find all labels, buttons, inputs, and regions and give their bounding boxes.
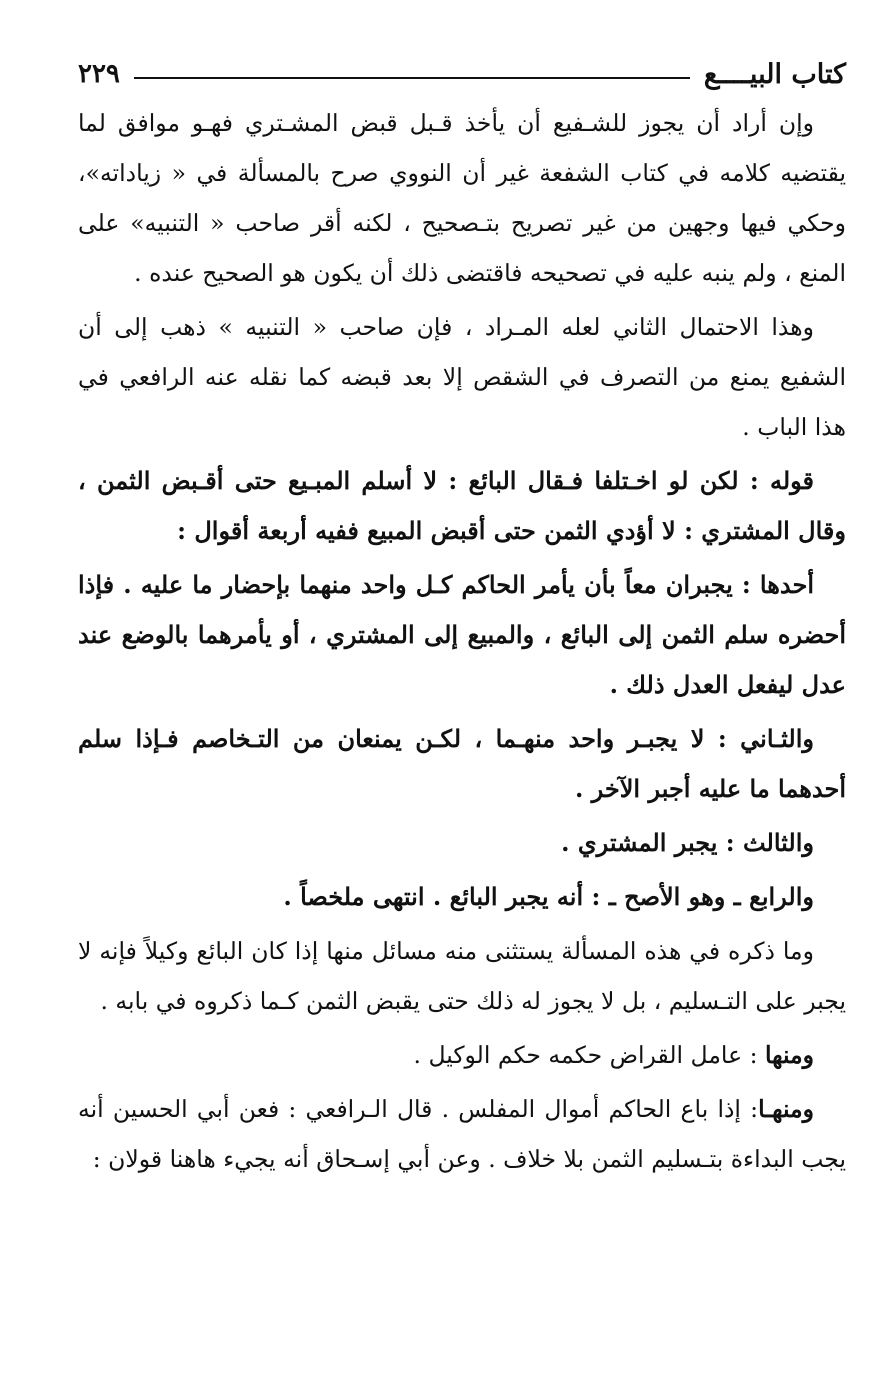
book-page [78,52,846,1184]
running-header [78,52,846,96]
paragraph [78,1030,846,1080]
quoted-text: والثـاني : لا يجبـر واحد منهـما ، لكـن يمنعان من التـخاصم فـإذا سلم أحدهما ما عليه أجبر الآخر . [78,724,846,803]
paragraph [78,1084,846,1184]
paragraph-text: : عامل القراض حكمه حكم الوكيل . [413,1041,765,1069]
paragraph: وهذا الاحتمال الثاني لعله المـراد ، فإن صاحب « التنبيه » ذهب إلى أن الشفيع يمنع من التصرف في الشقص إلا بعد قبضه كما نقله عنه الرافعي في هذا الباب . [78,313,846,441]
quoted-text: والرابع ـ وهو الأصح ـ : أنه يجبر البائع . انتهى ملخصاً . [283,882,814,911]
lead-word: ومنهـا [758,1095,814,1123]
paragraph: وما ذكره في هذه المسألة يستثنى منه مسائل منها إذا كان البائع وكيلاً فإنه لا يجبر على التـسليم ، بل لا يجوز له ذلك حتى يقبض الثمن كـما ذكروه في بابه . [78,937,846,1015]
header-title: كتاب البيــــع [703,58,846,90]
page-number: ٢٢٩ [78,59,120,89]
quoted-text: قوله : لكن لو اخـتلفا فـقال البائع : لا أسلم المبـيع حتى أقـبض الثمن ، وقال المشتري : لا أؤدي الثمن حتى أقبض المبيع ففيه أربعة أقوال : [78,466,846,545]
paragraph-text: : إذا باع الحاكم أموال المفلس . قال الـرافعي : فعن أبي الحسين أنه يجب البداءة بتـسليم الثمن بلا خلاف . وعن أبي إسـحاق أنه يجيء هاهنا قولان : [78,1095,846,1173]
quoted-text: أحدها : يجبران معاً بأن يأمر الحاكم كـل واحد منهما بإحضار ما عليه . فإذا أحضره سلم الثمن إلى البائع ، والمبيع إلى المشتري ، أو يأمرهما بالوضع عند عدل ليفعل العدل ذلك . [78,570,846,699]
lead-word: ومنها [764,1041,814,1069]
quoted-text: والثالث : يجبر المشتري . [561,828,814,857]
header-rule [134,77,690,79]
paragraph: وإن أراد أن يجوز للشـفيع أن يأخذ قـبل قبض المشـتري فهـو موافق لما يقتضيه كلامه في كتاب الشفعة غير أن النووي صرح بالمسألة في « زياداته»، وحكي فيها وجهين من غير تصريح بتـصحيح ، لكنه أقر صاحب « التنبيه» على المنع ، ولم ينبه عليه في تصحيحه فاقتضى ذلك أن يكون هو الصحيح عنده . [78,109,846,287]
